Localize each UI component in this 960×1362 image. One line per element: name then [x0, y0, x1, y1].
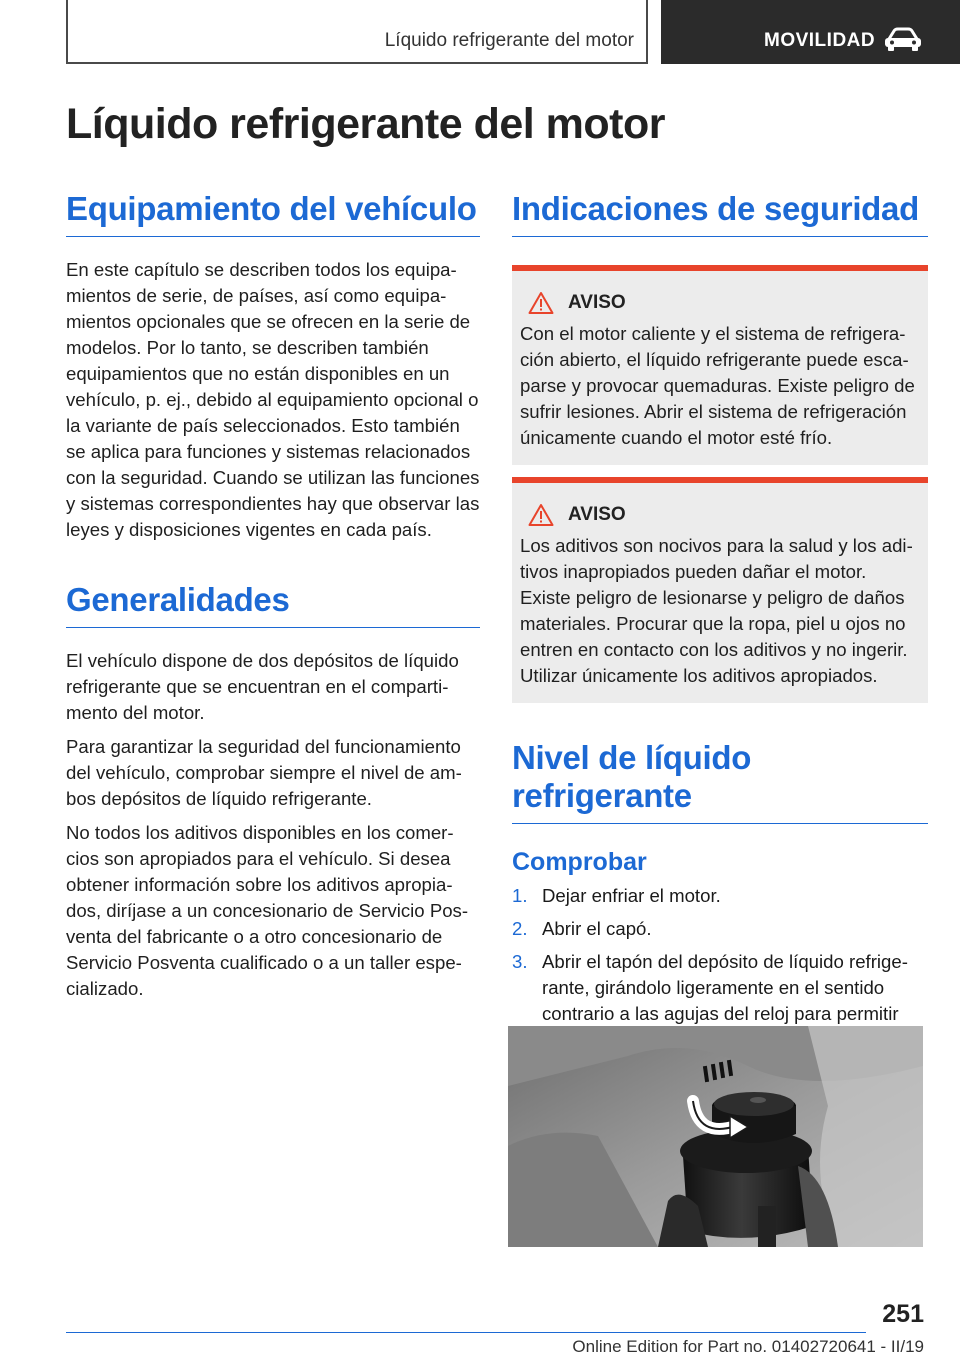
section-heading-coolant-level: Nivel de líquido refrigerante [512, 739, 928, 824]
section-heading-general: Generalidades [66, 581, 480, 628]
step-text: Abrir el tapón del depósito de líquido refrigerante, girándolo ligeramente en el sentido contrario a las agujas del reloj para permitir [542, 951, 908, 1024]
footer-edition: Online Edition for Part no. 01402720641 - II/19 [572, 1337, 924, 1356]
step-number: 2. [512, 918, 528, 939]
car-icon [883, 27, 923, 53]
list-item [512, 916, 928, 942]
section-heading-equipment: Equipamiento del vehículo [66, 190, 480, 237]
left-column [66, 190, 480, 1002]
warning-text: Con el motor caliente y el sistema de refrigeración abierto, el líquido refrigerante puede escaparse y provocar quemaduras. Existe peligro de sufrir lesiones. Abrir el sistema de refrigeración únicamente cuando el motor esté frío. [520, 323, 915, 448]
subheading-check: Comprobar [512, 848, 647, 876]
page-title: Líquido refrigerante del motor [66, 100, 665, 148]
list-item [512, 883, 928, 909]
step-text: Dejar enfriar el motor. [542, 885, 721, 906]
running-header [66, 0, 648, 64]
equipment-paragraph: En este capítulo se describen todos los equipamientos de serie, de países, así como equipamientos opcionales que se ofrecen en la serie de modelos. Por lo tanto, se describen también equipamientos que no están disponibles en un vehículo, p. ej., debido al equipamiento opcional o la variante de país seleccionados. Esto también se aplica para funciones y sistemas relacionados con la seguridad. Cuando se utilizan las funciones y sistemas correspondientes hay que observar las leyes y disposiciones vigentes en cada país. [66, 259, 480, 540]
general-paragraph-3: No todos los aditivos disponibles en los comercios son apropiados para el vehículo. Si desea obtener información sobre los aditivos apropiados, diríjase a un concesionario de Servicio Posventa del fabricante o a otro concesionario de Servicio Posventa cualificado o a un taller especializado. [66, 822, 469, 999]
section-tab [661, 0, 960, 64]
warning-text: Los aditivos son nocivos para la salud y los aditivos inapropiados pueden dañar el motor. Existe peligro de lesionarse y peligro de daños materiales. Procurar que la ropa, piel u ojos no entren en contacto con los aditivos y no ingerir. Utilizar únicamente los aditivos apropiados. [520, 535, 913, 686]
general-paragraph-2: Para garantizar la seguridad del funcionamiento del vehículo, comprobar siempre el nivel de ambos depósitos de líquido refrigerante. [66, 736, 462, 809]
warning-label: AVISO [568, 504, 626, 525]
warning-box [512, 265, 928, 465]
step-number: 1. [512, 885, 528, 906]
footer-divider [66, 1332, 866, 1333]
coolant-reservoir-illustration [508, 1026, 923, 1247]
section-heading-safety: Indicaciones de seguridad [512, 190, 928, 237]
right-column [512, 190, 928, 1060]
running-title: Líquido refrigerante del motor [384, 30, 634, 51]
section-label: MOVILIDAD [764, 30, 876, 51]
warning-triangle-icon [528, 291, 554, 315]
general-paragraph-1: El vehículo dispone de dos depósitos de líquido refrigerante que se encuentran en el compartimento del motor. [66, 650, 459, 723]
warning-box [512, 477, 928, 703]
step-text: Abrir el capó. [542, 918, 652, 939]
warning-label: AVISO [568, 292, 626, 313]
step-number: 3. [512, 951, 528, 972]
warning-triangle-icon [528, 503, 554, 527]
page-number: 251 [882, 1300, 924, 1328]
